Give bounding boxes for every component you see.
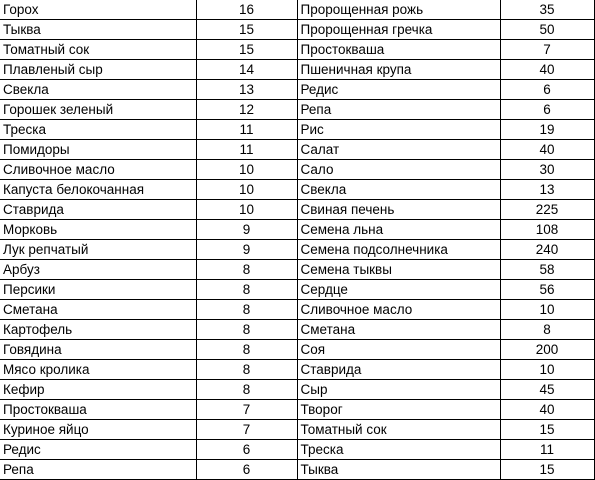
left-food-name: Говядина [0,340,196,360]
right-value: 13 [500,180,594,200]
left-value: 8 [196,300,297,320]
right-value: 10 [500,300,594,320]
left-food-name: Помидоры [0,140,196,160]
right-value: 6 [500,100,594,120]
table-row [0,280,594,300]
right-food-name: Салат [297,140,500,160]
left-value: 13 [196,80,297,100]
left-value: 6 [196,440,297,460]
table-row [0,420,594,440]
right-food-name: Семена подсолнечника [297,240,500,260]
left-value: 16 [196,0,297,20]
left-food-name: Томатный сок [0,40,196,60]
left-value: 7 [196,420,297,440]
left-food-name: Свекла [0,80,196,100]
right-food-name: Свекла [297,180,500,200]
left-value: 14 [196,60,297,80]
right-value: 108 [500,220,594,240]
left-value: 15 [196,20,297,40]
left-value: 7 [196,400,297,420]
left-value: 11 [196,120,297,140]
right-food-name: Пророщенная рожь [297,0,500,20]
right-food-name: Творог [297,400,500,420]
left-value: 10 [196,160,297,180]
right-food-name: Рис [297,120,500,140]
table-row [0,380,594,400]
table-row [0,0,594,20]
left-food-name: Капуста белокочанная [0,180,196,200]
left-food-name: Сливочное масло [0,160,196,180]
table-row [0,360,594,380]
right-food-name: Простокваша [297,40,500,60]
table-row [0,220,594,240]
left-value: 11 [196,140,297,160]
left-food-name: Ставрида [0,200,196,220]
right-value: 50 [500,20,594,40]
right-food-name: Пшеничная крупа [297,60,500,80]
right-food-name: Пророщенная гречка [297,20,500,40]
right-food-name: Сметана [297,320,500,340]
left-food-name: Мясо кролика [0,360,196,380]
left-food-name: Кефир [0,380,196,400]
right-food-name: Тыква [297,460,500,480]
right-food-name: Сливочное масло [297,300,500,320]
table-row [0,180,594,200]
right-food-name: Редис [297,80,500,100]
right-value: 40 [500,60,594,80]
table-row [0,60,594,80]
left-value: 8 [196,280,297,300]
table-row [0,340,594,360]
left-food-name: Лук репчатый [0,240,196,260]
left-food-name: Морковь [0,220,196,240]
right-food-name: Сыр [297,380,500,400]
table-row [0,20,594,40]
right-value: 6 [500,80,594,100]
right-value: 58 [500,260,594,280]
table-row [0,120,594,140]
right-food-name: Ставрида [297,360,500,380]
right-value: 45 [500,380,594,400]
left-value: 8 [196,320,297,340]
right-food-name: Томатный сок [297,420,500,440]
right-value: 40 [500,400,594,420]
table-row [0,140,594,160]
left-food-name: Сметана [0,300,196,320]
right-value: 8 [500,320,594,340]
right-food-name: Семена тыквы [297,260,500,280]
right-food-name: Сердце [297,280,500,300]
left-value: 9 [196,240,297,260]
right-value: 40 [500,140,594,160]
table-row [0,320,594,340]
left-food-name: Треска [0,120,196,140]
right-value: 15 [500,460,594,480]
right-food-name: Соя [297,340,500,360]
left-food-name: Редис [0,440,196,460]
left-value: 8 [196,340,297,360]
right-value: 200 [500,340,594,360]
right-value: 30 [500,160,594,180]
table-row [0,100,594,120]
left-value: 9 [196,220,297,240]
left-food-name: Арбуз [0,260,196,280]
left-value: 10 [196,180,297,200]
table-row [0,80,594,100]
left-food-name: Персики [0,280,196,300]
right-food-name: Сало [297,160,500,180]
right-value: 10 [500,360,594,380]
right-food-name: Репа [297,100,500,120]
right-value: 56 [500,280,594,300]
left-value: 12 [196,100,297,120]
table-row [0,460,594,480]
left-food-name: Горох [0,0,196,20]
table-row [0,260,594,280]
right-value: 35 [500,0,594,20]
table-row [0,300,594,320]
left-value: 8 [196,260,297,280]
table-row [0,40,594,60]
right-value: 19 [500,120,594,140]
right-food-name: Свиная печень [297,200,500,220]
left-food-name: Простокваша [0,400,196,420]
right-value: 15 [500,420,594,440]
table-row [0,200,594,220]
right-value: 7 [500,40,594,60]
left-value: 8 [196,360,297,380]
table-row [0,160,594,180]
right-food-name: Семена льна [297,220,500,240]
left-food-name: Тыква [0,20,196,40]
left-food-name: Куриное яйцо [0,420,196,440]
left-food-name: Горошек зеленый [0,100,196,120]
left-food-name: Картофель [0,320,196,340]
left-value: 6 [196,460,297,480]
table-row [0,440,594,460]
table-row [0,400,594,420]
table-row [0,240,594,260]
left-value: 10 [196,200,297,220]
right-value: 225 [500,200,594,220]
right-food-name: Треска [297,440,500,460]
right-value: 240 [500,240,594,260]
left-value: 15 [196,40,297,60]
left-value: 8 [196,380,297,400]
left-food-name: Репа [0,460,196,480]
right-value: 11 [500,440,594,460]
left-food-name: Плавленый сыр [0,60,196,80]
